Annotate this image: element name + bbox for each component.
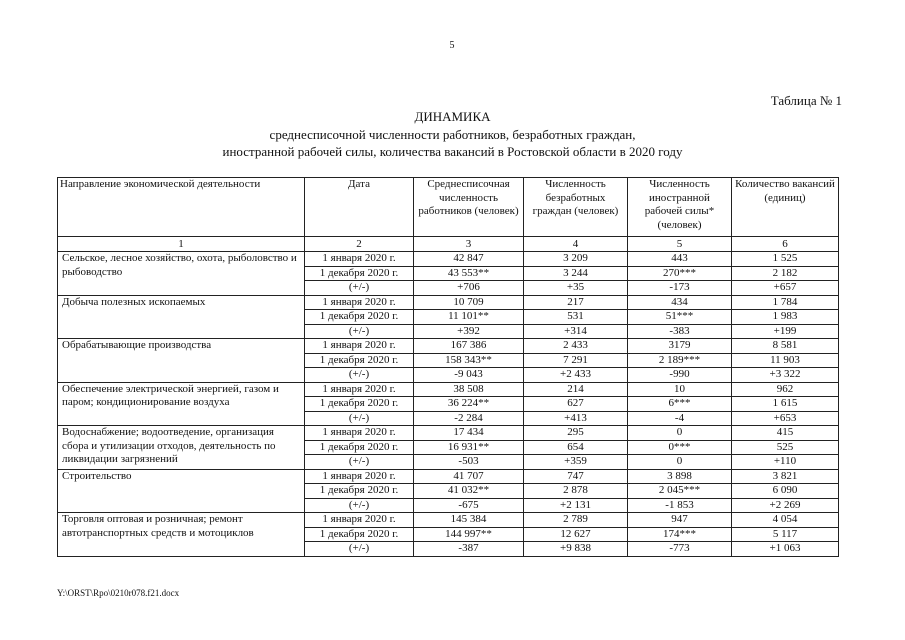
cell-date: 1 декабря 2020 г. [305, 484, 414, 499]
title-heading: ДИНАМИКА [414, 109, 491, 124]
cell-unemployed: 2 878 [524, 484, 628, 499]
cell-workers: -2 284 [414, 411, 524, 426]
cell-date: 1 января 2020 г. [305, 513, 414, 528]
cell-workers: -387 [414, 542, 524, 557]
title-subtitle-line1: среднесписочной численности работников, безработных граждан, [269, 127, 636, 142]
cell-foreign: 443 [628, 252, 732, 267]
cell-date: 1 января 2020 г. [305, 469, 414, 484]
cell-workers: 38 508 [414, 382, 524, 397]
column-header: Численность безработных граждан (человек) [524, 178, 628, 237]
column-header: Количество вакансий (единиц) [732, 178, 839, 237]
table-row [58, 382, 839, 397]
cell-unemployed: 2 789 [524, 513, 628, 528]
cell-vacancies: 415 [732, 426, 839, 441]
cell-unemployed: 12 627 [524, 527, 628, 542]
cell-vacancies: 1 983 [732, 310, 839, 325]
cell-foreign: 0 [628, 455, 732, 470]
cell-date: (+/-) [305, 368, 414, 383]
table-row [58, 339, 839, 354]
cell-date: 1 января 2020 г. [305, 339, 414, 354]
cell-foreign: 947 [628, 513, 732, 528]
cell-foreign: -990 [628, 368, 732, 383]
cell-unemployed: 531 [524, 310, 628, 325]
cell-workers: -675 [414, 498, 524, 513]
cell-date: (+/-) [305, 455, 414, 470]
cell-vacancies: +2 269 [732, 498, 839, 513]
section-name: Строительство [58, 469, 305, 513]
column-number: 2 [305, 237, 414, 252]
footer-file-path: Y:\ORST\Rpo\0210r078.f21.docx [57, 588, 180, 598]
cell-vacancies: +3 322 [732, 368, 839, 383]
cell-vacancies: 525 [732, 440, 839, 455]
cell-unemployed: +359 [524, 455, 628, 470]
cell-workers: 41 032** [414, 484, 524, 499]
data-table [57, 177, 839, 557]
section-name: Обрабатывающие производства [58, 339, 305, 383]
cell-vacancies: +110 [732, 455, 839, 470]
cell-foreign: 2 045*** [628, 484, 732, 499]
cell-unemployed: 654 [524, 440, 628, 455]
cell-vacancies: 8 581 [732, 339, 839, 354]
column-number: 5 [628, 237, 732, 252]
section-name: Добыча полезных ископаемых [58, 295, 305, 339]
cell-date: (+/-) [305, 498, 414, 513]
table-row [58, 252, 839, 267]
cell-vacancies: 4 054 [732, 513, 839, 528]
cell-unemployed: +35 [524, 281, 628, 296]
cell-workers: 10 709 [414, 295, 524, 310]
cell-date: 1 января 2020 г. [305, 252, 414, 267]
cell-vacancies: 3 821 [732, 469, 839, 484]
cell-unemployed: 3 209 [524, 252, 628, 267]
cell-workers: 41 707 [414, 469, 524, 484]
column-number: 6 [732, 237, 839, 252]
cell-date: 1 января 2020 г. [305, 295, 414, 310]
cell-workers: 11 101** [414, 310, 524, 325]
cell-foreign: 0*** [628, 440, 732, 455]
cell-workers: 43 553** [414, 266, 524, 281]
cell-unemployed: 2 433 [524, 339, 628, 354]
cell-date: 1 декабря 2020 г. [305, 527, 414, 542]
cell-foreign: 51*** [628, 310, 732, 325]
cell-foreign: 174*** [628, 527, 732, 542]
cell-unemployed: 217 [524, 295, 628, 310]
cell-date: 1 января 2020 г. [305, 426, 414, 441]
cell-unemployed: +2 433 [524, 368, 628, 383]
cell-workers: 158 343** [414, 353, 524, 368]
cell-workers: -9 043 [414, 368, 524, 383]
cell-workers: 36 224** [414, 397, 524, 412]
cell-workers: 17 434 [414, 426, 524, 441]
cell-foreign: -1 853 [628, 498, 732, 513]
cell-foreign: 2 189*** [628, 353, 732, 368]
cell-workers: 16 931** [414, 440, 524, 455]
header-row [58, 178, 839, 237]
cell-workers: -503 [414, 455, 524, 470]
cell-workers: 145 384 [414, 513, 524, 528]
cell-date: 1 декабря 2020 г. [305, 266, 414, 281]
section-name: Торговля оптовая и розничная; ремонт автотранспортных средств и мотоциклов [58, 513, 305, 557]
cell-foreign: -383 [628, 324, 732, 339]
column-header: Дата [305, 178, 414, 237]
cell-workers: 144 997** [414, 527, 524, 542]
cell-foreign: 3 898 [628, 469, 732, 484]
cell-workers: +706 [414, 281, 524, 296]
cell-unemployed: 627 [524, 397, 628, 412]
cell-vacancies: +657 [732, 281, 839, 296]
cell-foreign: 3179 [628, 339, 732, 354]
section-name: Обеспечение электрической энергией, газом и паром; кондиционирование воздуха [58, 382, 305, 426]
table-label: Таблица № 1 [770, 93, 842, 108]
cell-date: 1 декабря 2020 г. [305, 353, 414, 368]
table-row [58, 295, 839, 310]
cell-foreign: -173 [628, 281, 732, 296]
column-header: Среднесписочная численность работников (человек) [414, 178, 524, 237]
cell-foreign: 10 [628, 382, 732, 397]
cell-vacancies: +653 [732, 411, 839, 426]
cell-unemployed: 3 244 [524, 266, 628, 281]
cell-unemployed: +9 838 [524, 542, 628, 557]
cell-vacancies: +1 063 [732, 542, 839, 557]
cell-unemployed: 747 [524, 469, 628, 484]
cell-vacancies: 1 525 [732, 252, 839, 267]
cell-vacancies: 11 903 [732, 353, 839, 368]
cell-vacancies: +199 [732, 324, 839, 339]
cell-unemployed: 295 [524, 426, 628, 441]
column-number: 1 [58, 237, 305, 252]
cell-foreign: 6*** [628, 397, 732, 412]
cell-workers: +392 [414, 324, 524, 339]
cell-vacancies: 1 784 [732, 295, 839, 310]
column-number: 4 [524, 237, 628, 252]
cell-foreign: -4 [628, 411, 732, 426]
cell-foreign: 434 [628, 295, 732, 310]
cell-date: 1 декабря 2020 г. [305, 310, 414, 325]
cell-unemployed: 214 [524, 382, 628, 397]
cell-vacancies: 5 117 [732, 527, 839, 542]
title-subtitle-line2: иностранной рабочей силы, количества вакансий в Ростовской области в 2020 году [222, 144, 683, 159]
cell-date: 1 декабря 2020 г. [305, 397, 414, 412]
cell-date: (+/-) [305, 324, 414, 339]
cell-unemployed: +413 [524, 411, 628, 426]
cell-vacancies: 2 182 [732, 266, 839, 281]
cell-date: 1 декабря 2020 г. [305, 440, 414, 455]
column-number: 3 [414, 237, 524, 252]
cell-foreign: 0 [628, 426, 732, 441]
cell-foreign: 270*** [628, 266, 732, 281]
section-name: Водоснабжение; водоотведение, организация сбора и утилизации отходов, деятельность по ликвидации загрязнений [58, 426, 305, 470]
cell-vacancies: 6 090 [732, 484, 839, 499]
cell-workers: 42 847 [414, 252, 524, 267]
cell-vacancies: 962 [732, 382, 839, 397]
cell-unemployed: +314 [524, 324, 628, 339]
table-row [58, 426, 839, 441]
cell-unemployed: 7 291 [524, 353, 628, 368]
cell-foreign: -773 [628, 542, 732, 557]
cell-date: (+/-) [305, 281, 414, 296]
table-row [58, 513, 839, 528]
cell-unemployed: +2 131 [524, 498, 628, 513]
column-header: Направление экономической деятельности [58, 178, 305, 237]
section-name: Сельское, лесное хозяйство, охота, рыболовство и рыбоводство [58, 252, 305, 296]
column-number-row [58, 237, 839, 252]
page-number: 5 [449, 40, 455, 51]
table-row [58, 469, 839, 484]
cell-date: 1 января 2020 г. [305, 382, 414, 397]
table-body [58, 252, 839, 557]
cell-date: (+/-) [305, 542, 414, 557]
cell-vacancies: 1 615 [732, 397, 839, 412]
cell-workers: 167 386 [414, 339, 524, 354]
column-header: Численность иностранной рабочей силы* (человек) [628, 178, 732, 237]
cell-date: (+/-) [305, 411, 414, 426]
